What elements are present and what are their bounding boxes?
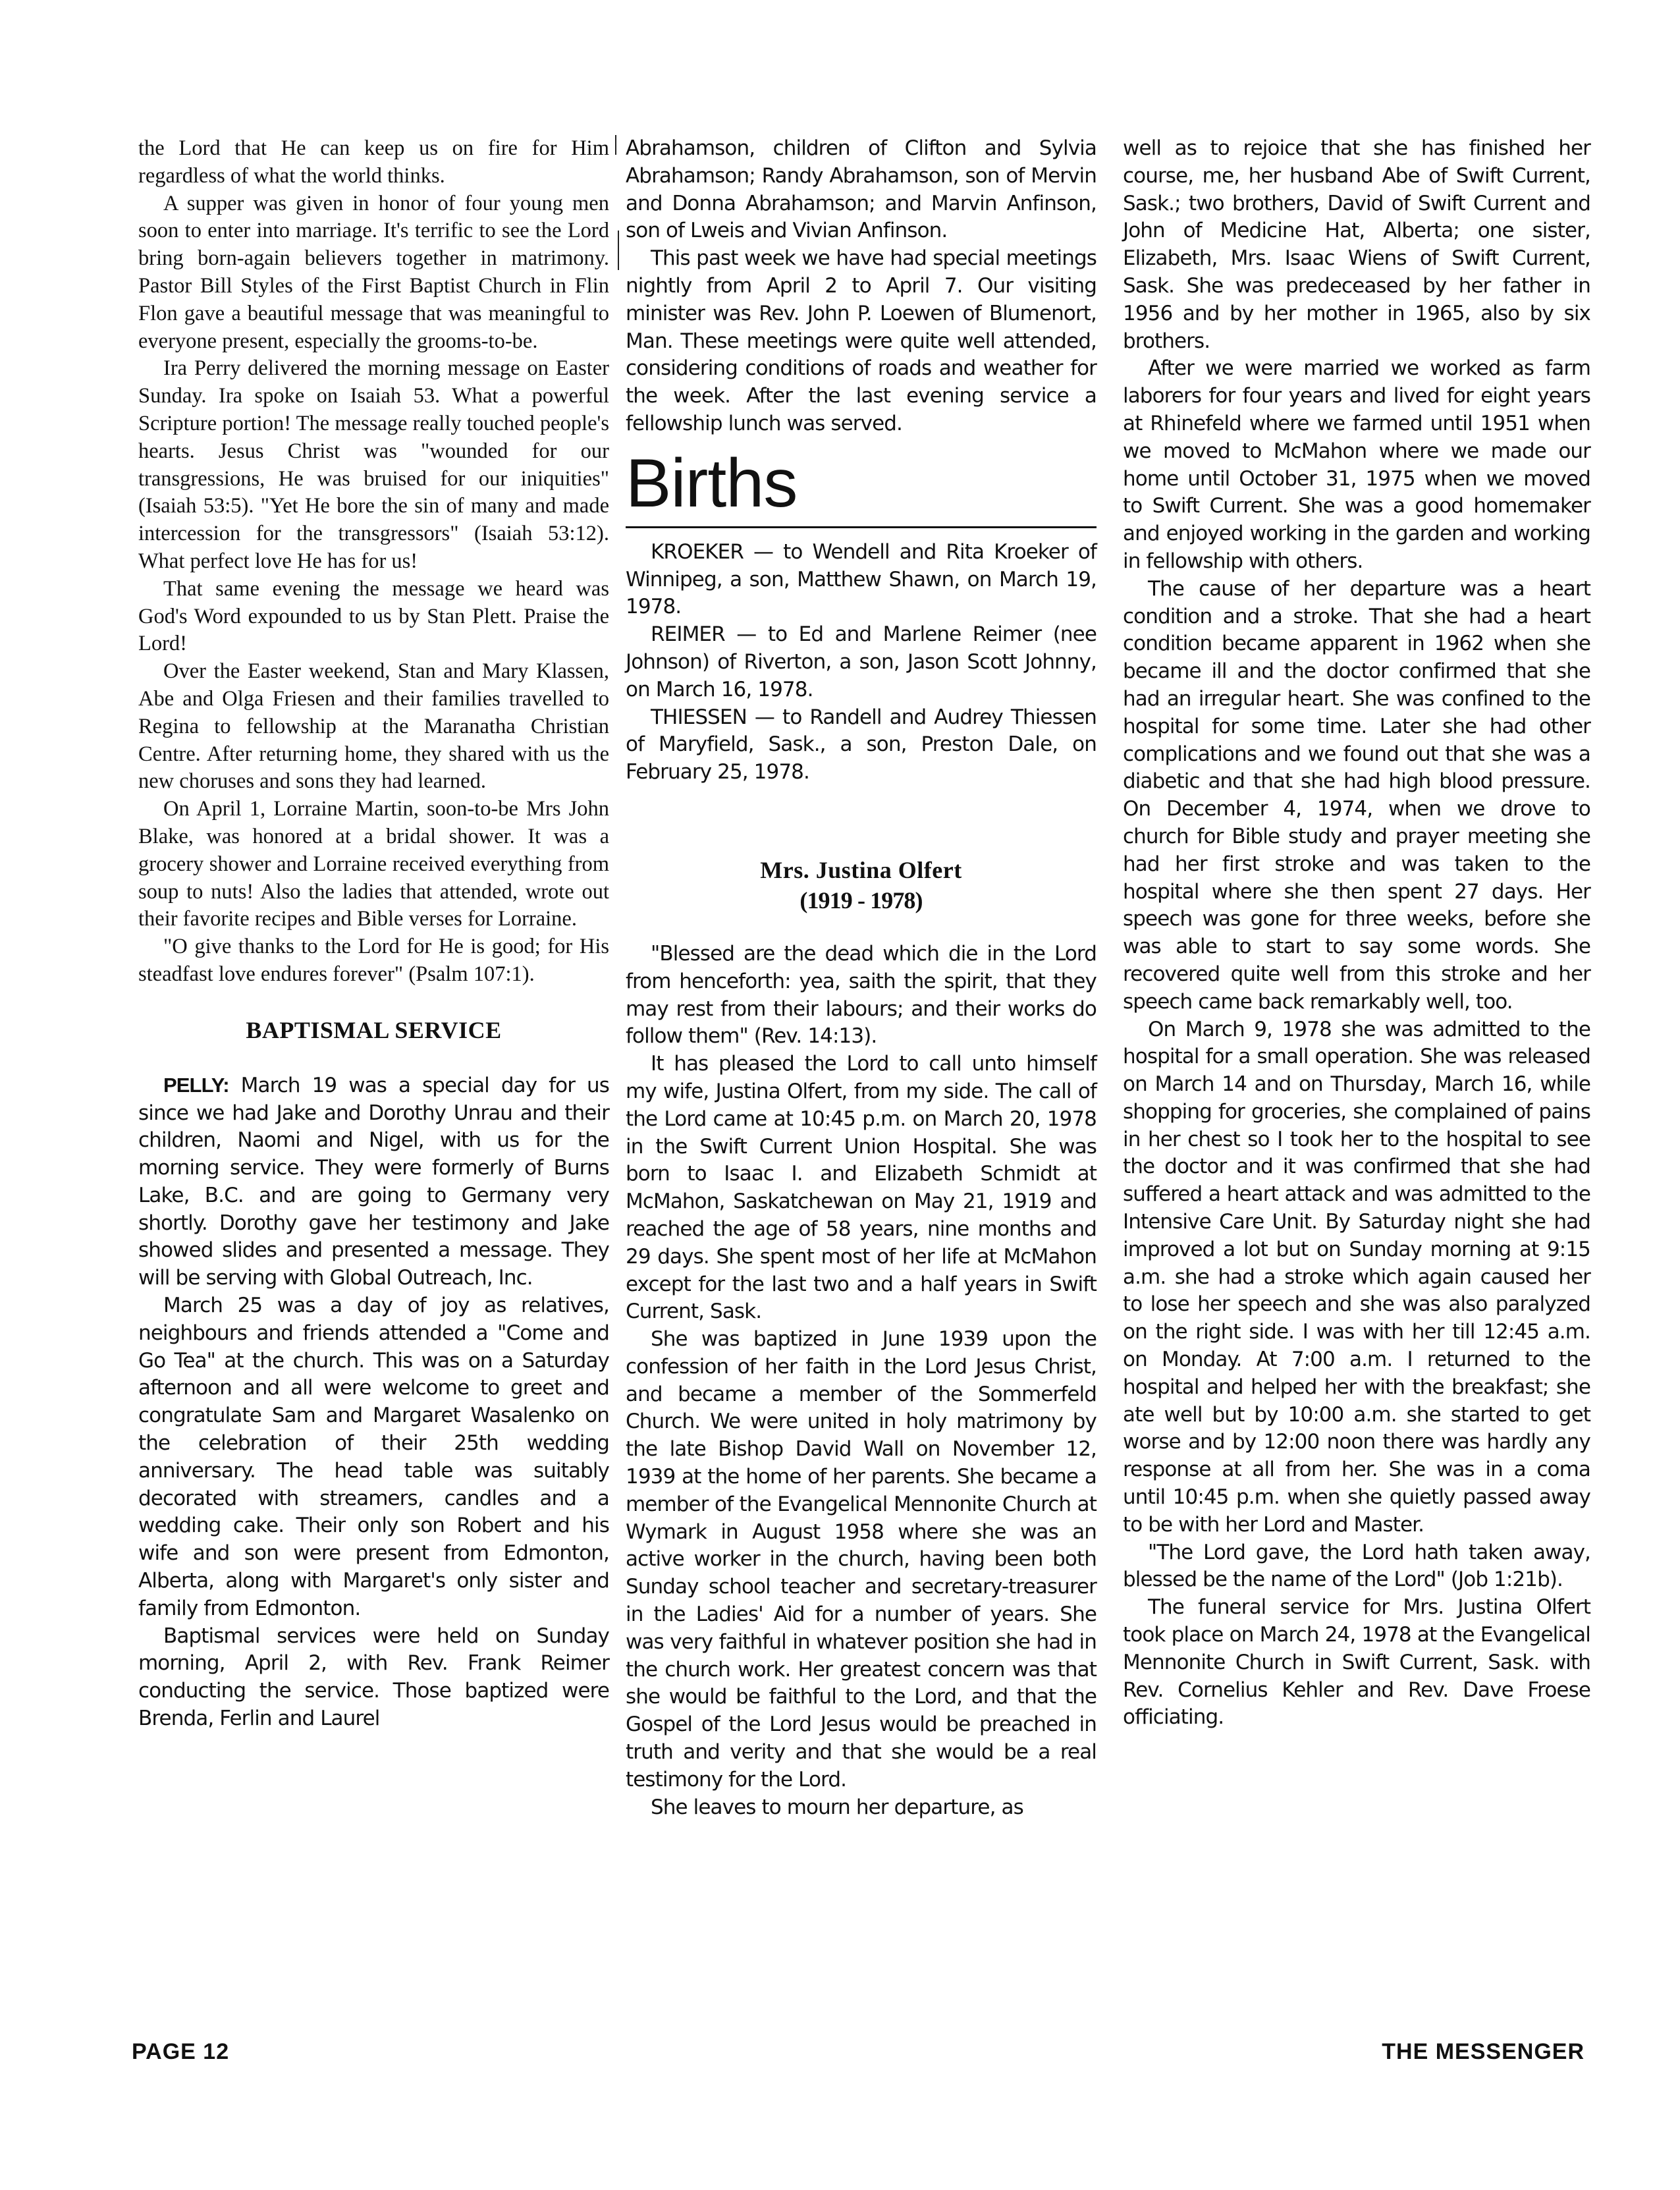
paragraph: well as to rejoice that she has finished her course, me, her husband Abe of Swift Current, Sask.; two brothers, David of Swift Current and John of Medicine Hat, Alberta; one sister, Elizabeth, Mrs. Isaac Wiens of Swift Current, Sask. She was predeceased by her father in 1956 and by her mother in 1965, also by six brothers. (1123, 136, 1590, 353)
paragraph: the Lord that He can keep us on fire for Him regardless of what the world thinks. (138, 136, 609, 188)
paragraph: "Blessed are the dead which die in the Lord from henceforth: yea, saith the spirit, that they may rest from their labours; and their works do follow them" (Rev. 14:13). (626, 941, 1097, 1049)
paragraph: It has pleased the Lord to call unto himself my wife, Justina Olfert, from my side. The call of the Lord came at 10:45 p.m. on March 20, 1978 in the Swift Current Union Hospital. She was born to Isaac I. and Elizabeth Schmidt at McMahon, Saskatchewan on May 21, 1919 and reached the age of 58 years, nine months and 29 days. She spent most of her life at McMahon except for the last two and a half years in Swift Current, Sask. (626, 1052, 1097, 1324)
column-3 (1123, 135, 1590, 1732)
paragraph: A supper was given in honor of four young men soon to enter into marriage. It's terrific to see the Lord bring born-again believers together in matrimony. Pastor Bill Styles of the First Baptist Church in Flin Flon gave a beautiful message that was meaningful to everyone present, especially the grooms-to-be. (138, 191, 609, 353)
paragraph: Abrahamson, children of Clifton and Sylvia Abrahamson; Randy Abrahamson, son of Mervin and Donna Abrahamson; and Marvin Anfinson, son of Lweis and Vivian Anfinson. (626, 136, 1097, 243)
paragraph: On April 1, Lorraine Martin, soon-to-be Mrs John Blake, was honored at a bridal shower. It was a grocery shower and Lorraine received everything from soup to nuts! Also the ladies that attended, wrote out their favorite recipes and Bible verses for Lorraine. (138, 797, 609, 931)
gutter-mark (615, 135, 616, 155)
birth-notice: THIESSEN — to Randell and Audrey Thiessen of Maryfield, Sask., a son, Preston Dale, on February 25, 1978. (626, 705, 1097, 784)
paragraph: She leaves to mourn her departure, as (651, 1795, 1023, 1819)
baptismal-service-heading: BAPTISMAL SERVICE (246, 1016, 502, 1043)
paragraph: The funeral service for Mrs. Justina Olfert took place on March 24, 1978 at the Evangelical Mennonite Church in Swift Current, Sask. with Rev. Cornelius Kehler and Rev. Dave Froese officiating. (1123, 1595, 1590, 1730)
paragraph: After we were married we worked as farm laborers for four years and lived for eight years at Rhinefeld where we farmed until 1951 when we moved to McMahon where we made our home until October 31, 1975 when we moved to Swift Current. She was a good homemaker and enjoyed working in the garden and working in fellowship with others. (1123, 356, 1590, 573)
paragraph: On March 9, 1978 she was admitted to the hospital for a small operation. She was released on March 14 and on Thursday, March 16, while shopping for groceries, she complained of pains in her chest so I took her to the hospital to see the doctor and it was confirmed that she had suffered a heart attack and was admitted to the Intensive Care Unit. By Saturday night she had improved a lot but on Sunday morning at 9:15 a.m. she had a stroke which again caused her to lose her speech and she was also paralyzed on the right side. I was with her till 12:45 a.m. on Monday. At 7:00 a.m. I returned to the hospital and helped her with the breakfast; she ate well but by 10:00 a.m. she started to get worse and by 12:00 noon there was hardly any response at all from her. She was in a coma until 10:45 p.m. when she quietly passed away to be with her Lord and Master. (1123, 1017, 1590, 1537)
obituary-name: Mrs. Justina Olfert (760, 856, 962, 883)
page-number: PAGE 12 (132, 2039, 230, 2064)
paragraph: That same evening the message we heard was God's Word expounded to us by Stan Plett. Praise the Lord! (138, 576, 609, 656)
pelly-text: March 19 was a special day for us since we had Jake and Dorothy Unrau and their children, Naomi and Nigel, with us for the morning service. They were formerly of Burns Lake, B.C. and are going to Germany very shortly. Dorothy gave her testimony and Jake showed slides and presented a message. They will be serving with Global Outreach, Inc. (138, 1073, 609, 1290)
pelly-paragraph (138, 1072, 609, 1292)
paragraph: She was baptized in June 1939 upon the confession of her faith in the Lord Jesus Christ, and became a member of the Sommerfeld Church. We were united in holy matrimony by the late Bishop David Wall on November 12, 1939 at the home of her parents. She became a member of the Evangelical Mennonite Church at Wymark in August 1958 where she was an active worker in the church, having been both Sunday school teacher and secretary-treasurer in the Ladies' Aid for a number of years. She was very faithful in whatever position she had in the church work. Her greatest concern was that she would be faithful to the Lord, and that the Gospel of the Lord Jesus would be preached in truth and verity and that she would be a real testimony for the Lord. (626, 1327, 1097, 1792)
birth-notice: KROEKER — to Wendell and Rita Kroeker of Winnipeg, a son, Matthew Shawn, on March 19, 1978. (626, 539, 1097, 619)
paragraph: Over the Easter weekend, Stan and Mary Klassen, Abe and Olga Friesen and their families travelled to Regina to fellowship at the Maranatha Christian Centre. After returning home, they shared with us the new choruses and sons they had learned. (138, 659, 609, 794)
column-1 (138, 135, 609, 1733)
paragraph: Ira Perry delivered the morning message on Easter Sunday. Ira spoke on Isaiah 53. What a powerful Scripture portion! The message really touched people's hearts. Jesus Christ was "wounded for our transgressions, He was bruised for our iniquities" (Isaiah 53:5). "Yet He bore the sin of many and made intercession for the transgressors" (Isaiah 53:12). What perfect love He has for us! (138, 356, 609, 573)
obituary-years: (1919 - 1978) (799, 887, 923, 914)
paragraph: March 25 was a day of joy as relatives, neighbours and friends attended a "Come and Go Tea" at the church. This was on a Saturday afternoon and all were welcome to greet and congratulate Sam and Margaret Wasalenko on the celebration of their 25th wedding anniversary. The head table was suitably decorated with streamers, candles and a wedding cake. Their only son Robert and his wife and son were present from Edmonton, Alberta, along with Margaret's only sister and family from Edmonton. (138, 1294, 609, 1620)
paragraph: "The Lord gave, the Lord hath taken away, blessed be the name of the Lord" (Job 1:21b). (1123, 1540, 1590, 1592)
gutter-mark (618, 231, 619, 270)
paragraph: The cause of her departure was a heart condition and a stroke. That she had a heart condition became apparent in 1962 when she became ill and the doctor confirmed that she had an irregular heart. She was confined to the hospital for some time. Later she had other complications and we found out that she was a diabetic and that she had high blood pressure. On December 4, 1974, when we drove to church for Bible study and prayer meeting she had her first stroke and was taken to the hospital where she then spent 27 days. Her speech was gone for three weeks, before she was able to start to say some words. She recovered quite well from this stroke and her speech came back remarkably well, too. (1123, 576, 1590, 1014)
paragraph: "O give thanks to the Lord for He is good; for His steadfast love endures forever" (Psalm 107:1). (138, 935, 609, 986)
column-2 (626, 135, 1097, 1821)
paragraph: This past week we have had special meetings nightly from April 2 to April 7. Our visiting minister was Rev. John P. Loewen of Blumenort, Man. These meetings were quite well attended, considering conditions of roads and weather for the week. After the last evening service a fellowship lunch was served. (626, 246, 1097, 435)
pelly-lead: PELLY: (163, 1073, 229, 1097)
births-heading: Births (626, 445, 798, 522)
paragraph: Baptismal services were held on Sunday morning, April 2, with Rev. Frank Reimer conducting the service. Those baptized were Brenda, Ferlin and Laurel (138, 1624, 609, 1731)
birth-notice: REIMER — to Ed and Marlene Reimer (nee Johnson) of Riverton, a son, Jason Scott Johnny, on March 16, 1978. (626, 622, 1097, 701)
births-divider (626, 526, 1097, 528)
publication-name: THE MESSENGER (1382, 2039, 1585, 2064)
